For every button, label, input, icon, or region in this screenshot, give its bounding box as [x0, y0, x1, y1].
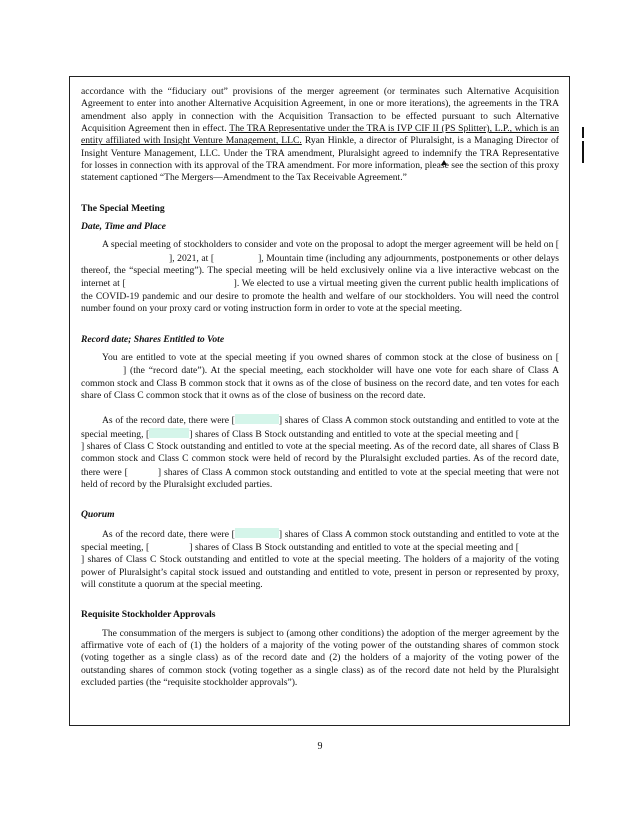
highlighted-blank-field — [149, 428, 189, 438]
quorum-paragraph: As of the record date, there were [ ] shares of Class A common stock outstanding and entitled to vote at the special meeting, [ ] shares of Class B Stock outstanding and entitled to vote at the special meeting and [] shares of Class C Stock outstanding and entitled to vote at the special meeting. The holders of a majority of the voting power of Pluralsight’s capital stock issued and outstanding and entitled to vote, present in person or represented by proxy, will constitute a quorum at the special meeting. — [81, 528, 559, 590]
blank-field — [126, 277, 234, 287]
highlighted-blank-field — [235, 414, 279, 424]
subheading-record-date: Record date; Shares Entitled to Vote — [81, 333, 225, 345]
blank-field — [128, 466, 158, 476]
blank-field — [81, 364, 123, 374]
blank-field — [519, 541, 559, 551]
record-date-paragraph: You are entitled to vote at the special meeting if you owned shares of common stock at the close of business on [] (the “record date”). At the special meeting, each stockholder will have one vote for each share of Class A common stock and Class B common stock that it owns as of the close of business on the record date, and ten votes for each share of Class C common stock that it owns as of the close of business on the record date. — [81, 351, 559, 401]
change-bar — [582, 141, 584, 152]
tra-paragraph: accordance with the “fiduciary out” provisions of the merger agreement (or terminates such Alternative Acquisition Agreement to enter into another Alternative Acquisition Agreement, in one or more iterations), the agreements in the TRA amendment also apply in connection with the Acquisition Transaction to be effected pursuant to such Alternative Acquisition Agreement then in effect. The TRA Representative under the TRA is IVP CIF II (PS Splitter), L.P., which is an entity affiliated with Insight Venture Management, LLC. Ryan Hinkle, a director of Pluralsight, is a Managing Director of Insight Venture Management, LLC. Under the TRA amendment, Pluralsight agreed to indemnify the TRA Representative for losses in connection with its approval of the TRA amendment. For more information, please see the section of this proxy statement captioned “The Mergers—Amendment to the Tax Receivable Agreement.” — [81, 86, 560, 184]
subheading-date-time-place: Date, Time and Place — [81, 221, 166, 233]
blank-field — [519, 428, 559, 438]
section-heading-special-meeting: The Special Meeting — [81, 202, 165, 214]
page-number: 9 — [317, 741, 323, 752]
blank-field — [214, 252, 258, 262]
blank-field — [81, 252, 169, 262]
subheading-quorum: Quorum — [81, 509, 115, 521]
change-bar — [582, 152, 584, 163]
special-meeting-paragraph: A special meeting of stockholders to consider and vote on the proposal to adopt the merger agreement will be held on [], 2021, at [ ], Mountain time (including any adjournments, postponements or other delays thereof, the “special meeting”). The special meeting will be held exclusively online via a live interactive webcast on the internet at [ ]. We elected to use a virtual meeting given the current public health implications of the COVID-19 pandemic and our desire to promote the health and welfare of our stockholders. You will need the control number found on your proxy card or voting instruction form in order to vote at the special meeting. — [81, 239, 560, 315]
blank-field — [149, 541, 189, 551]
tra-representative-underlined: The TRA Representative under the TRA is IVP CIF II (PS Splitter), L.P., which is an entity affiliated with Insight Venture Management, LLC. — [81, 123, 560, 147]
highlighted-blank-field — [235, 528, 279, 538]
section-heading-approvals: Requisite Stockholder Approvals — [81, 609, 216, 621]
document-body — [81, 86, 559, 689]
change-bar — [582, 127, 584, 138]
shares-outstanding-paragraph: As of the record date, there were [ ] shares of Class A common stock outstanding and entitled to vote at the special meeting, [ ] shares of Class B Stock outstanding and entitled to vote at the special meeting and [] shares of Class C Stock outstanding and entitled to vote at the special meeting. As of the record date, all shares of Class B common stock and Class C common stock were held of record by the Pluralsight excluded parties. As of the record date, there were [ ] shares of Class A common stock outstanding and entitled to vote at the special meeting that were not held of record by the Pluralsight excluded parties. — [81, 415, 559, 490]
approvals-paragraph: The consummation of the mergers is subject to (among other conditions) the adoption of the merger agreement by the affirmative vote of each of (1) the holders of a majority of the voting power of the outstanding shares of common stock (voting together as a single class) as of the record date and (2) the holders of a majority of the voting power of the outstanding shares of common stock (voting together as a single class) as of the record date not held by the Pluralsight excluded parties (the “requisite stockholder approvals”). — [81, 627, 559, 689]
